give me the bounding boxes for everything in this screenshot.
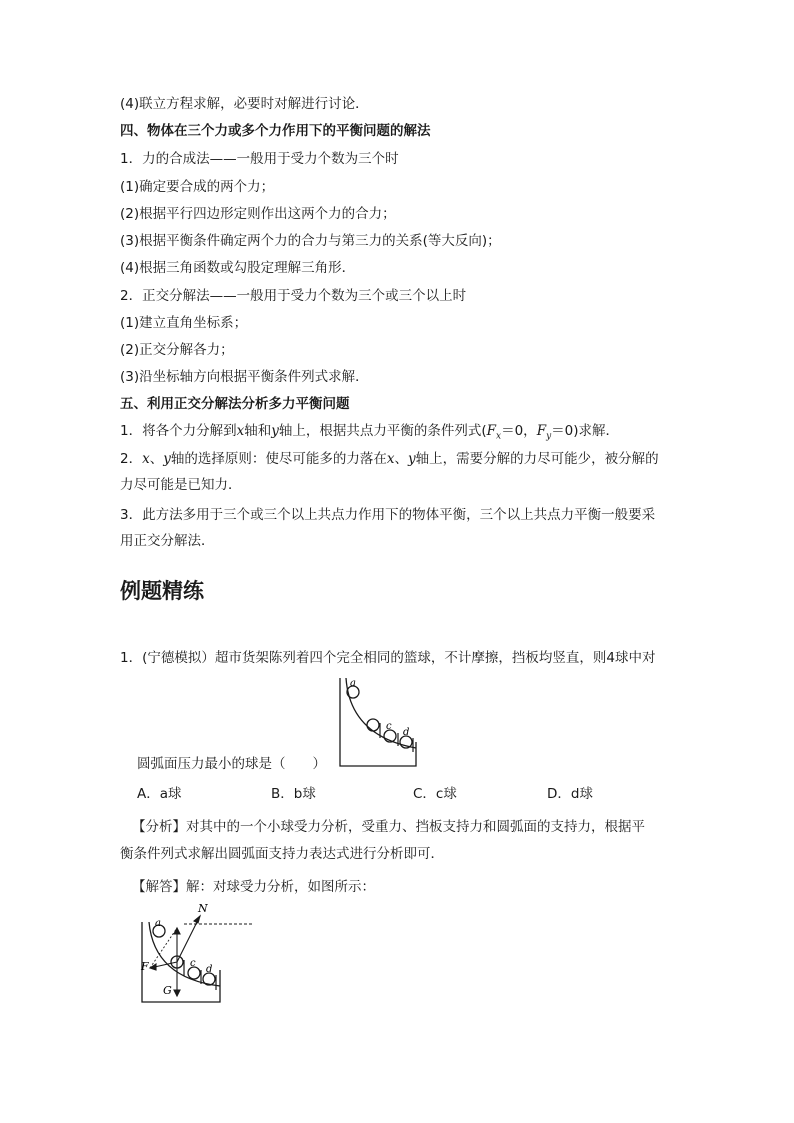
text-fragment: 2． [120, 451, 143, 467]
text-line: 用正交分解法． [120, 533, 215, 549]
text-line: (4)联立方程求解，必要时对解进行讨论． [120, 96, 369, 112]
figure-force-diagram [136, 900, 256, 1004]
text-line: (2)正交分解各力； [120, 342, 234, 358]
text-fragment: ＝0)求解． [551, 423, 620, 439]
math-y: y [163, 451, 171, 467]
label-a: a [350, 678, 356, 689]
math-y: y [407, 451, 416, 467]
text-fragment: 轴上，根据共点力平衡的条件列式( [278, 423, 487, 439]
math-F: F [486, 423, 497, 439]
text-line: 力尽可能是已知力． [120, 477, 242, 493]
math-sub-y: y [546, 431, 552, 442]
text-line: 2．正交分解法——一般用于受力个数为三个或三个以上时 [120, 288, 467, 304]
question-stem: 1．(宁德模拟）超市货架陈列着四个完全相同的篮球，不计摩擦，挡板均竖直，则4球中对 [120, 650, 656, 666]
label-G: G [163, 984, 172, 997]
text-line: (4)根据三角函数或勾股定理解三角形． [120, 260, 356, 276]
text-fragment: 轴和 [244, 423, 272, 439]
option-b: B．b球 [271, 786, 316, 802]
text-line: (3)沿坐标轴方向根据平衡条件列式求解． [120, 369, 369, 385]
text-line: 3．此方法多用于三个或三个以上共点力作用下的物体平衡，三个以上共点力平衡一般要采 [120, 507, 656, 523]
text-line: (2)根据平行四边形定则作出这两个力的合力； [120, 206, 396, 222]
text-line-formula [120, 421, 619, 447]
analysis-text: 【分析】对其中的一个小球受力分析，受重力、挡板支持力和圆弧面的支持力，根据平 [132, 819, 645, 835]
label-F: F [141, 960, 149, 973]
math-x: x [236, 423, 245, 439]
question-stem-continued: 圆弧面压力最小的球是（ ） [137, 756, 326, 772]
text-line: 1．力的合成法——一般用于受力个数为三个时 [120, 151, 399, 167]
figure-shelf-balls [336, 676, 420, 768]
math-x: x [142, 451, 150, 467]
text-fragment: ＝0， [501, 423, 537, 439]
label-d: d [206, 964, 213, 975]
section-heading-4: 四、物体在三个力或多个力作用下的平衡问题的解法 [120, 123, 431, 139]
text-line-formula [120, 449, 659, 469]
section-title: 例题精练 [120, 579, 204, 603]
math-x: x [386, 451, 395, 467]
section-heading-5: 五、利用正交分解法分析多力平衡问题 [120, 396, 350, 412]
arrow-N [177, 916, 200, 962]
math-y: y [271, 423, 279, 439]
label-a: a [155, 918, 161, 929]
option-c: C．c球 [413, 786, 457, 802]
text-fragment: 轴的选择原则：使尽可能多的力落在 [170, 451, 387, 467]
text-line: (1)建立直角坐标系； [120, 315, 248, 331]
label-N: N [198, 902, 208, 915]
text-line: (1)确定要合成的两个力； [120, 179, 275, 195]
math-F: F [536, 423, 547, 439]
option-d: D．d球 [547, 786, 593, 802]
text-fragment: 1．将各个力分解到 [120, 423, 237, 439]
label-d: d [403, 727, 410, 738]
text-fragment: 、 [394, 451, 408, 467]
text-fragment: 轴上，需要分解的力尽可能少，被分解的 [415, 451, 659, 467]
label-c: c [386, 721, 392, 732]
answer-text: 【解答】解：对球受力分析，如图所示： [132, 879, 375, 895]
math-sub-x: x [496, 431, 502, 442]
analysis-text-continued: 衡条件列式求解出圆弧面支持力表达式进行分析即可． [120, 846, 444, 862]
ball-b [367, 719, 379, 731]
text-line: (3)根据平衡条件确定两个力的合力与第三力的关系(等大反向)； [120, 233, 501, 249]
label-c: c [190, 958, 196, 969]
option-a: A．a球 [137, 786, 182, 802]
text-fragment: 、 [149, 451, 164, 467]
